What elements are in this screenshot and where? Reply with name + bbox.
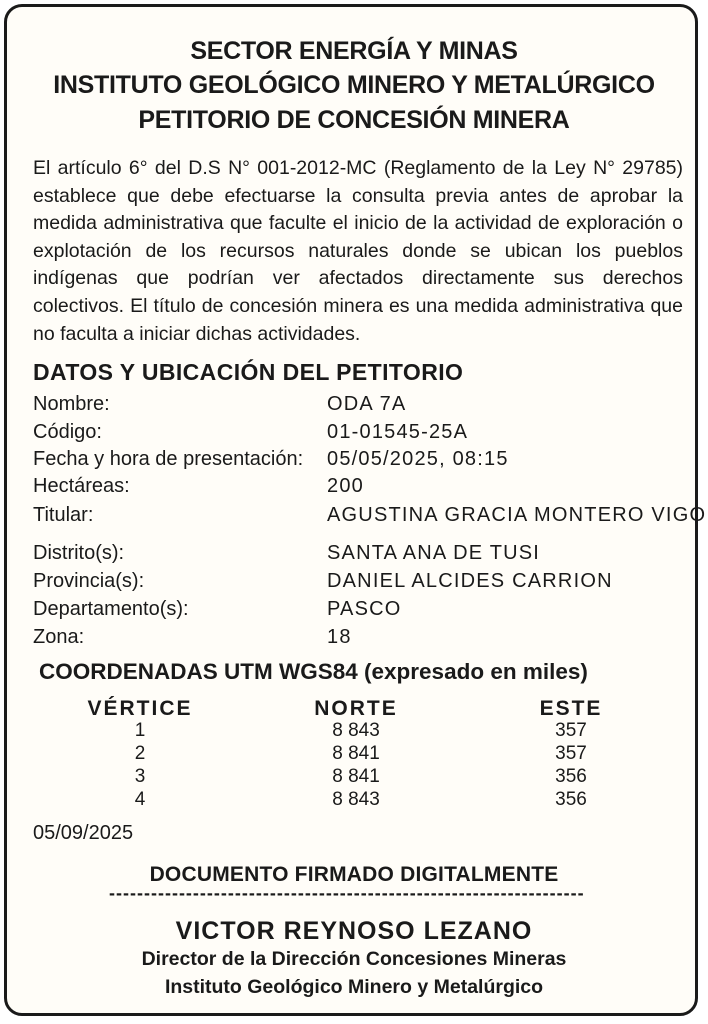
field-label: Departamento(s): [33,598,189,620]
column-header-vertice: VÉRTICE [87,697,193,720]
publication-date: 05/09/2025 [33,822,134,844]
cell-vertice: 1 [134,720,146,741]
intro-paragraph: El artículo 6° del D.S N° 001-2012-MC (Reglamento de la Ley N° 29785) establece que debe efectuarse la consulta previa antes de aprobar la medida administrativa que faculte el inicio de la actividad de exploración o explotación de los recursos naturales donde se ubican los pueblos indígenas que podrían ver afectados directamente sus derechos colectivos. El título de concesión minera es una medida administrativa que no faculta a iniciar dichas actividades. [33,157,683,345]
field-label: Provincia(s): [33,570,145,592]
field-label: Nombre: [33,393,110,415]
digital-signature-note: DOCUMENTO FIRMADO DIGITALMENTE [149,863,559,886]
field-value: 01-01545-25A [327,421,469,443]
column-header-este: ESTE [539,697,603,720]
cell-este: 356 [555,789,587,810]
field-fecha [33,448,693,476]
field-value: 05/05/2025, 08:15 [327,448,509,470]
field-label: Titular: [33,504,94,526]
field-value: SANTA ANA DE TUSI [327,542,541,564]
cell-vertice: 2 [134,743,146,764]
cell-norte: 8 843 [332,720,380,741]
cell-este: 357 [555,720,587,741]
field-value: ODA 7A [327,393,407,415]
field-value: PASCO [327,598,402,620]
signature-line: -------------------------------------------------------------------- [109,883,585,903]
cell-este: 356 [555,766,587,787]
notice-frame [4,4,707,1016]
cell-norte: 8 841 [332,743,380,764]
signatory-name: VICTOR REYNOSO LEZANO [175,917,533,945]
section-title-datos: DATOS Y UBICACIÓN DEL PETITORIO [33,359,464,385]
cell-norte: 8 843 [332,789,380,810]
field-provincia [33,570,693,598]
header-sector: SECTOR ENERGÍA Y MINAS [190,37,518,65]
cell-vertice: 3 [134,766,146,787]
column-header-norte: NORTE [314,697,398,720]
field-label: Zona: [33,626,85,648]
cell-este: 357 [555,743,587,764]
header-institute: INSTITUTO GEOLÓGICO MINERO Y METALÚRGICO [53,71,655,99]
field-label: Fecha y hora de presentación: [33,448,304,470]
field-codigo [33,421,693,449]
field-zona [33,626,693,654]
field-titular [33,504,707,532]
section-title-coordenadas: COORDENADAS UTM WGS84 (expresado en miles) [39,659,588,684]
field-value: 18 [327,626,352,648]
signatory-role: Director de la Dirección Concesiones Mineras [141,948,567,970]
field-value: DANIEL ALCIDES CARRION [327,570,613,592]
field-hectareas [33,475,693,503]
cell-norte: 8 841 [332,766,380,787]
field-label: Hectáreas: [33,475,130,497]
field-distrito [33,542,693,570]
field-value: 200 [327,475,364,497]
field-value: AGUSTINA GRACIA MONTERO VIGO [327,504,707,526]
header-document-type: PETITORIO DE CONCESIÓN MINERA [138,106,570,134]
cell-vertice: 4 [134,789,146,810]
field-departamento [33,598,693,626]
field-label: Distrito(s): [33,542,125,564]
signatory-institution: Instituto Geológico Minero y Metalúrgico [164,976,544,998]
field-nombre [33,393,693,421]
field-label: Código: [33,421,102,443]
